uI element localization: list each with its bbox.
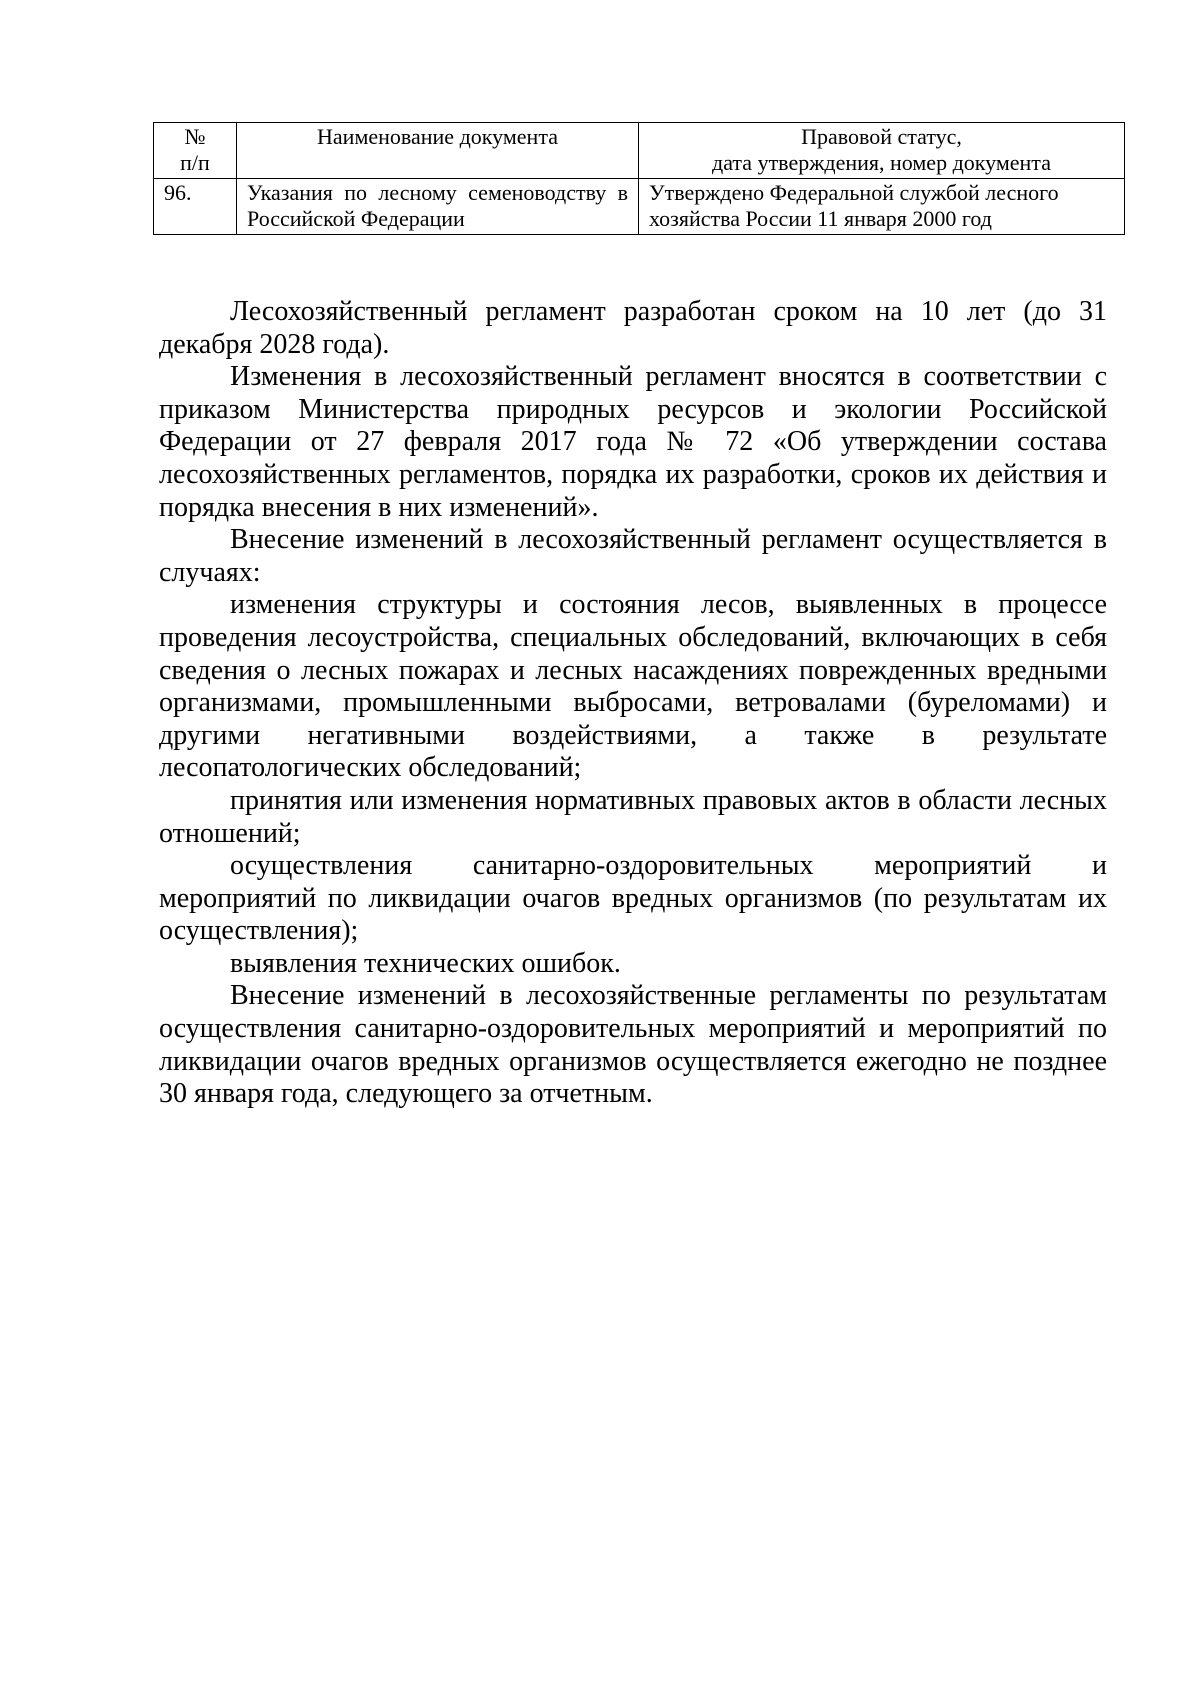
paragraph-case-forest-structure: изменения структуры и состояния лесов, выявленных в процессе проведения лесоустройства, специальных обследований, включающих в себя сведения о лесных пожарах и лесных насаждениях поврежденных вредными организмами, промышленными выбросами, ветровалами (буреломами) и другими негативными воздействиями, а также в результате лесопатологических обследований;	[159, 589, 1107, 784]
documents-table	[153, 122, 1125, 235]
header-number-line-2: п/п	[180, 150, 210, 175]
header-name-label: Наименование документа	[317, 124, 558, 149]
header-status-line-1: Правовой статус,	[801, 124, 962, 149]
paragraph-case-legal-acts: принятия или изменения нормативных правовых актов в области лесных отношений;	[159, 784, 1107, 849]
table-header-row	[154, 123, 1125, 179]
header-number-cell	[154, 123, 237, 179]
paragraph-changes-order: Изменения в лесохозяйственный регламент вносятся в соответствии с приказом Министерства природных ресурсов и экологии Российской Федерации от 27 февраля 2017 года № 72 «Об утверждении состава лесохозяйственных регламентов, порядка их разработки, сроков их действия и порядка внесения в них изменений».	[159, 361, 1107, 523]
row-status-cell: Утверждено Федеральной службой лесного хозяйства России 11 января 2000 год	[639, 179, 1125, 235]
header-number-line-1: №	[184, 124, 206, 149]
header-name-cell	[237, 123, 639, 179]
paragraph-annual-changes: Внесение изменений в лесохозяйственные регламенты по результатам осуществления санитарно-оздоровительных мероприятий и мероприятий по ликвидации очагов вредных организмов осуществляется ежегодно не позднее 30 января года, следующего за отчетным.	[159, 980, 1107, 1110]
header-status-line-2: дата утверждения, номер документа	[712, 150, 1051, 175]
row-name-cell: Указания по лесному семеноводству в Российской Федерации	[237, 179, 639, 235]
table-row	[154, 179, 1125, 235]
paragraph-cases-intro: Внесение изменений в лесохозяйственный регламент осуществляется в случаях:	[159, 524, 1107, 588]
paragraph-term: Лесохозяйственный регламент разработан сроком на 10 лет (до 31 декабря 2028 года).	[159, 296, 1107, 360]
paragraph-case-sanitary-measures: осуществления санитарно-оздоровительных мероприятий и мероприятий по ликвидации очагов вредных организмов (по результатам их осуществления);	[159, 850, 1107, 947]
row-number-cell: 96.	[154, 179, 237, 235]
body-text	[159, 296, 1107, 1111]
paragraph-case-technical-errors: выявления технических ошибок.	[230, 947, 621, 979]
header-status-cell	[639, 123, 1125, 179]
